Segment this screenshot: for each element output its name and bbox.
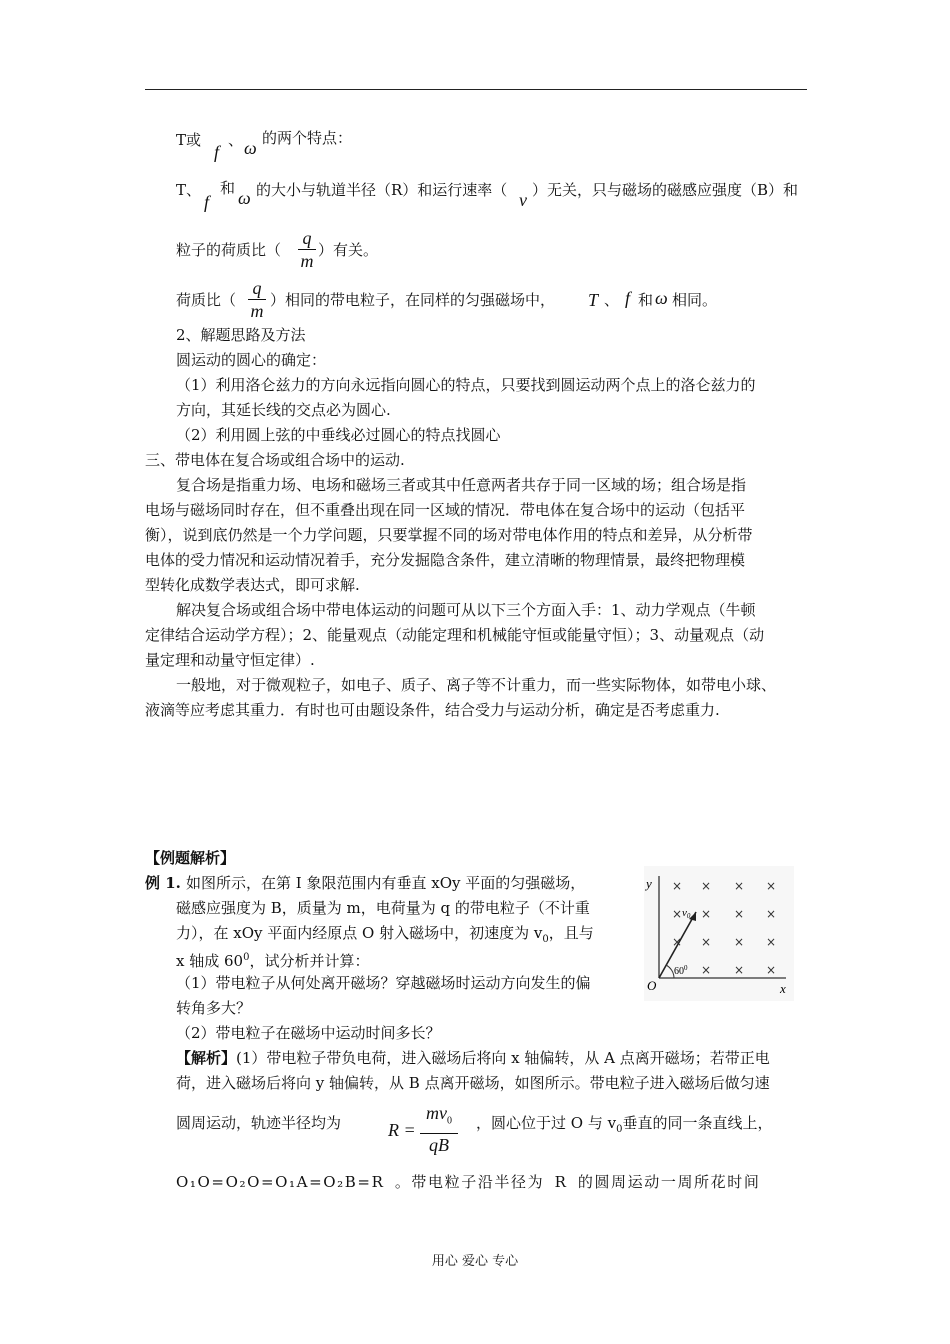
header-rule [145,89,807,90]
math-omega: ω [244,138,257,158]
text-span: mv [426,1103,447,1123]
text-span: 和 [220,179,236,197]
math-omega: ω [238,188,251,208]
fraction-numerator: q [302,228,312,248]
text-span: 粒子的荷质比（ [176,241,282,259]
fraction-q-over-m [248,278,266,321]
text-line [176,948,369,971]
text-line [176,923,594,950]
text-line: 衡），说到底仍然是一个力学问题，只要掌握不同的场对带电体作用的特点和差异，从分析带 [145,526,753,544]
text-span: 、 [604,291,620,309]
text-line: （1）带电粒子从何处离开磁场？穿越磁场时运动方向发生的偏 [176,974,591,992]
text-line [476,1113,772,1140]
text-span: 的大小与轨道半径（R）和运行速率（ [256,181,508,199]
field-cross-mark: × [701,963,712,977]
field-cross-mark: × [766,879,777,893]
text-line: 复合场是指重力场、电场和磁场三者或其中任意两者共存于同一区域的场；组合场是指 [176,476,747,494]
fraction-mv0-over-qB [420,1103,458,1155]
text-line: 定律结合运动学方程）；2、能量观点（动能定理和机械能守恒或能量守恒）；3、动量观点（动 [145,626,765,644]
fraction-bar [298,249,316,250]
velocity-subscript: 0 [686,912,691,920]
text-line: 量定理和动量守恒定律）. [145,651,315,669]
math-v: v [519,190,527,210]
text-span: 、 [228,131,244,149]
math-omega: ω [655,288,668,308]
section-heading: 三、带电体在复合场或组合场中的运动. [145,451,405,469]
example-section-title: 【例题解析】 [145,849,236,867]
text-span: T或 [176,131,202,149]
velocity-symbol: v [682,907,687,919]
superscript: 0 [243,952,250,963]
text-line: 型转化成数学表达式，即可求解. [145,576,360,594]
text-span: ，且与 [548,924,594,942]
field-cross-mark: × [766,907,777,921]
math-T: T [588,290,599,310]
text-line: 如图所示，在第 I 象限范围内有垂直 xOy 平面的匀强磁场， [186,874,586,892]
text-line: 荷，进入磁场后将向 y 轴偏转，从 B 点离开磁场，如图所示。带电粒子进入磁场后做匀速 [176,1074,770,1092]
math-R: R = [388,1120,416,1140]
field-cross-mark: × [766,935,777,949]
fraction-q-over-m [298,228,316,271]
field-cross-mark: × [701,907,712,921]
field-cross-mark: × [672,879,683,893]
text-span: x 轴成 60 [176,952,244,970]
math-f: f [204,192,210,212]
text-span: ，圆心位于过 O 与 v [476,1114,617,1132]
text-line-1 [176,130,201,150]
text-line: 2、解题思路及方法 [176,326,306,344]
field-cross-mark: × [734,935,745,949]
text-line: 转角多大？ [176,999,252,1017]
field-cross-mark: × [701,935,712,949]
field-cross-mark: × [734,963,745,977]
fraction-bar [248,299,266,300]
text-span: 力），在 xOy 平面内经原点 O 射入磁场中，初速度为 v [176,924,543,942]
text-line [176,1048,770,1068]
text-line: （1）利用洛仑兹力的方向永远指向圆心的特点，只要找到圆运动两个点上的洛仑兹力的 [176,376,756,394]
subscript: 0 [447,1115,452,1127]
text-span: 和 [638,291,654,309]
subscript: 0 [616,1124,623,1135]
text-line: 圆运动的圆心的确定： [176,351,327,369]
text-line: O₁O=O₂O=O₁A=O₂B=R 。带电粒子沿半径为 R 的圆周运动一周所花时间 [176,1173,761,1191]
text-span: ）无关，只与磁场的磁感应强度（B）和 [532,181,799,199]
text-span: (1）带电粒子带负电荷，进入磁场后将向 x 轴偏转，从 A 点离开磁场；若带正电 [236,1049,770,1067]
magnetic-field-figure [644,866,794,1001]
text-span: ）相同的带电粒子，在同样的匀强磁场中， [270,291,556,309]
subscript: 0 [542,934,549,945]
fraction-denominator: m [300,251,314,271]
text-line: 一般地，对于微观粒子，如电子、质子、离子等不计重力，而一些实际物体，如带电小球、 [176,676,777,694]
angle-degree: 0 [684,964,688,972]
text-span: ）有关。 [318,241,379,259]
x-axis-label: x [780,981,786,996]
text-span: 相同。 [672,291,718,309]
text-span: 圆周运动，轨迹半径均为 [176,1114,342,1132]
text-line: （2）利用圆上弦的中垂线必过圆心的特点找圆心 [176,426,501,444]
field-cross-mark: × [734,907,745,921]
example-label: 例 1. [145,874,181,892]
text-span: 垂直的同一条直线上， [622,1114,773,1132]
analysis-label: 【解析】 [176,1049,237,1067]
field-cross-mark: × [701,879,712,893]
text-line: 解决复合场或组合场中带电体运动的问题可从以下三个方面入手：1、动力学观点（牛顿 [176,601,756,619]
text-line: 电场与磁场同时存在，但不重叠出现在同一区域的情况．带电体在复合场中的运动（包括平 [145,501,746,519]
origin-label: O [647,978,657,993]
text-span: 的两个特点： [262,129,353,147]
page-footer: 用心 爱心 专心 [431,1254,519,1269]
field-cross-mark: × [672,907,683,921]
text-span: T、 [176,181,202,199]
text-line: 电体的受力情况和运动情况着手，充分发掘隐含条件，建立清晰的物理情景，最终把物理模 [145,551,746,569]
text-line: 液滴等应考虑其重力．有时也可由题设条件，结合受力与运动分析，确定是否考虑重力. [145,701,720,719]
text-span: ，试分析并计算： [249,952,370,970]
math-f: f [214,142,220,162]
field-cross-mark: × [766,963,777,977]
field-cross-mark: × [672,935,683,949]
fraction-denominator: m [250,301,264,321]
fraction-denominator: qB [429,1134,449,1155]
text-line: 方向，其延长线的交点必为圆心. [176,401,391,419]
text-span: 荷质比（ [176,291,237,309]
y-axis-label: y [646,876,652,891]
angle-value: 60 [674,966,684,977]
field-diagram-svg [644,866,794,1001]
text-line: （2）带电粒子在磁场中运动时间多长？ [176,1024,441,1042]
fraction-numerator: q [252,278,262,298]
math-f: f [625,288,631,308]
text-line: 磁感应强度为 B，质量为 m，电荷量为 q 的带电粒子（不计重 [176,899,590,917]
field-cross-mark: × [734,879,745,893]
fraction-bar [420,1133,458,1134]
fraction-numerator [420,1103,458,1132]
